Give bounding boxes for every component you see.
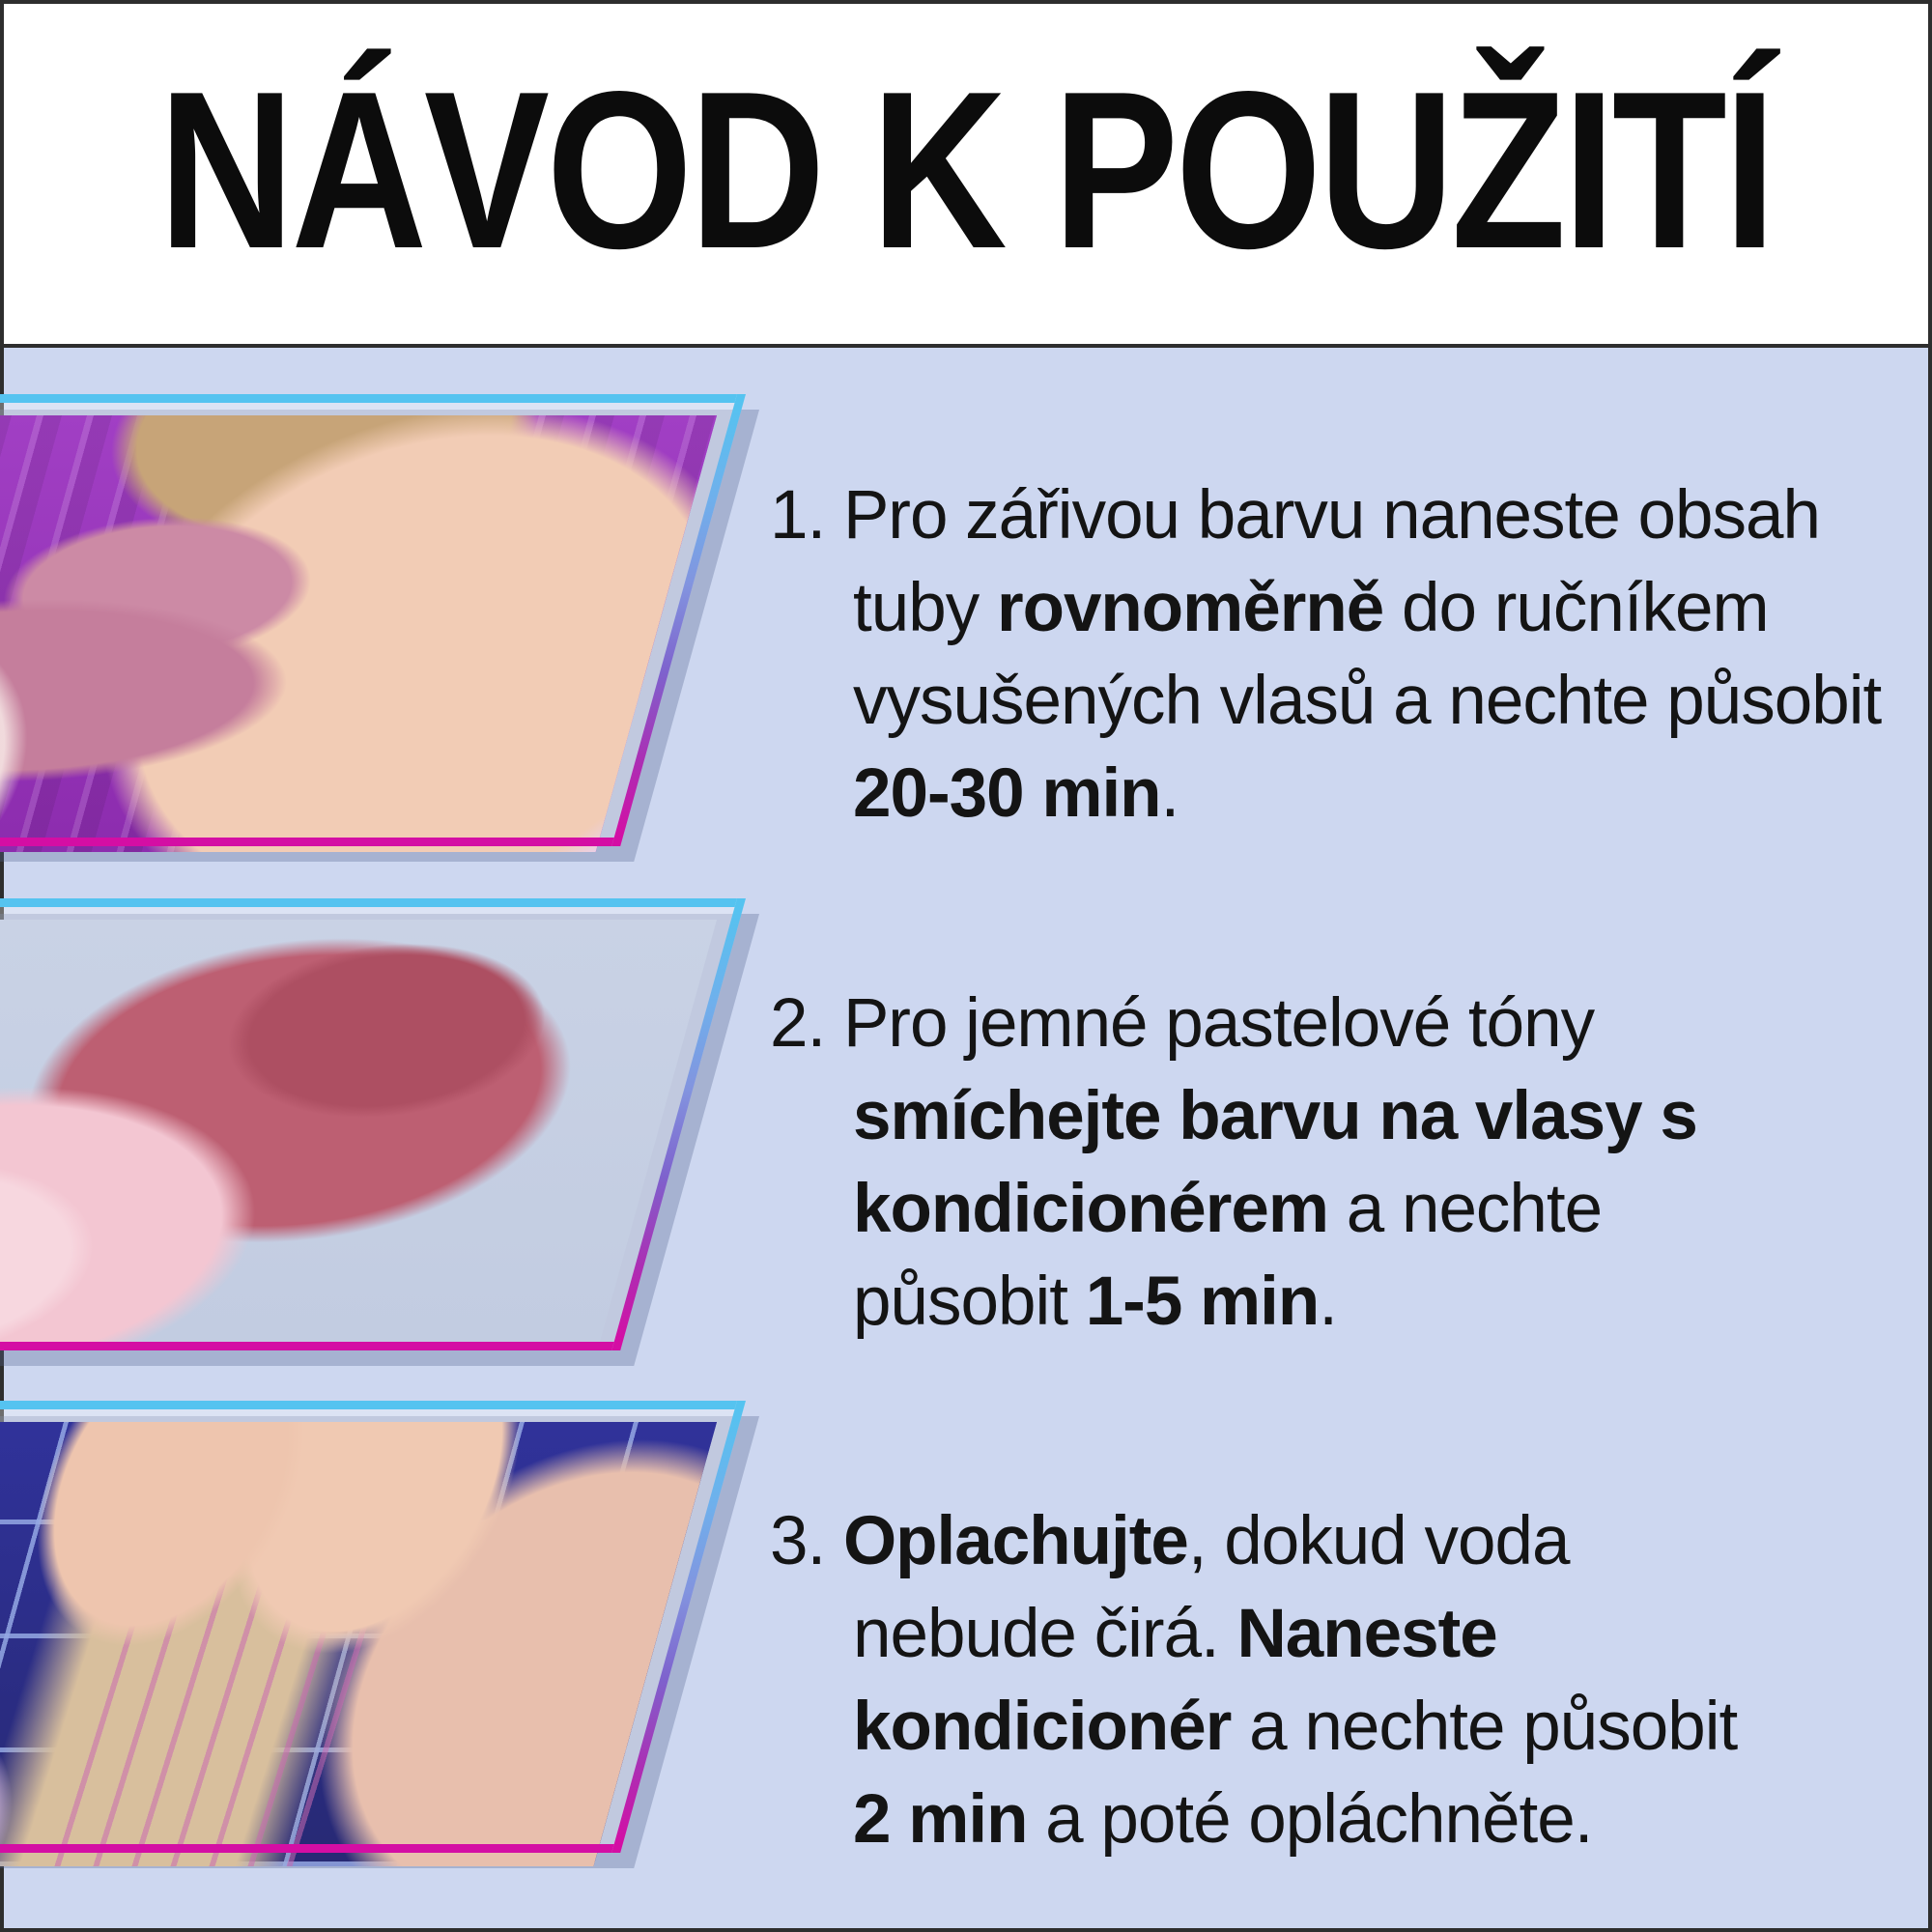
panel-2-gradient-frame [0,898,746,1350]
step-text-segment: Naneste [1236,1596,1497,1672]
title-band [0,0,1932,348]
step-text-segment: rovnoměrně [996,570,1384,646]
step-line [770,469,1932,562]
step-text-segment: tuby [853,570,997,646]
step-text-segment: . [1319,1264,1337,1340]
step-2-text [770,978,1932,1349]
step-text-segment: kondicionérem [853,1171,1329,1247]
step-line [770,1070,1932,1163]
step-text-segment: Pro jemné pastelové tóny [842,985,1595,1062]
step-1-text [770,469,1932,840]
step-text-segment: 2 min [853,1781,1028,1858]
step-line [770,1163,1932,1256]
step-text-segment: nebude čirá. [853,1596,1237,1672]
step-text-segment: a nechte působit [1231,1689,1738,1765]
step-line [770,748,1932,840]
step-line [770,978,1932,1070]
step-text-segment: . [1160,755,1179,832]
step-text-segment: vysušených vlasů a nechte působit [853,663,1882,739]
step-text-segment: 20-30 min [853,755,1161,832]
step-text-segment: a nechte [1328,1171,1603,1247]
panel-3-gradient-frame [0,1401,746,1853]
step-line [770,1681,1932,1774]
step-number: 2. [770,985,843,1062]
step-line [770,655,1932,748]
step-number: 1. [770,477,843,554]
step-text-segment: 1-5 min [1085,1264,1320,1340]
step-text-segment: smíchejte barvu na vlasy s [853,1078,1697,1154]
step-text-segment: a poté opláchněte. [1027,1781,1593,1858]
step-number: 3. [770,1503,843,1579]
panel-1-gradient-frame [0,394,746,846]
step-line [770,1256,1932,1349]
step-text-segment: působit [853,1264,1086,1340]
step-line [770,562,1932,655]
page-title: NÁVOD K POUŽITÍ [158,45,1774,296]
step-text-segment: Pro zářivou barvu naneste obsah [842,477,1820,554]
step-3-text [770,1495,1932,1866]
step-line [770,1495,1932,1588]
step-text-segment: Oplachujte [842,1503,1188,1579]
step-line [770,1588,1932,1681]
step-line [770,1774,1932,1866]
step-text-segment: do ručníkem [1383,570,1769,646]
step-text-segment: , dokud voda [1187,1503,1570,1579]
step-text-segment: kondicionér [853,1689,1232,1765]
